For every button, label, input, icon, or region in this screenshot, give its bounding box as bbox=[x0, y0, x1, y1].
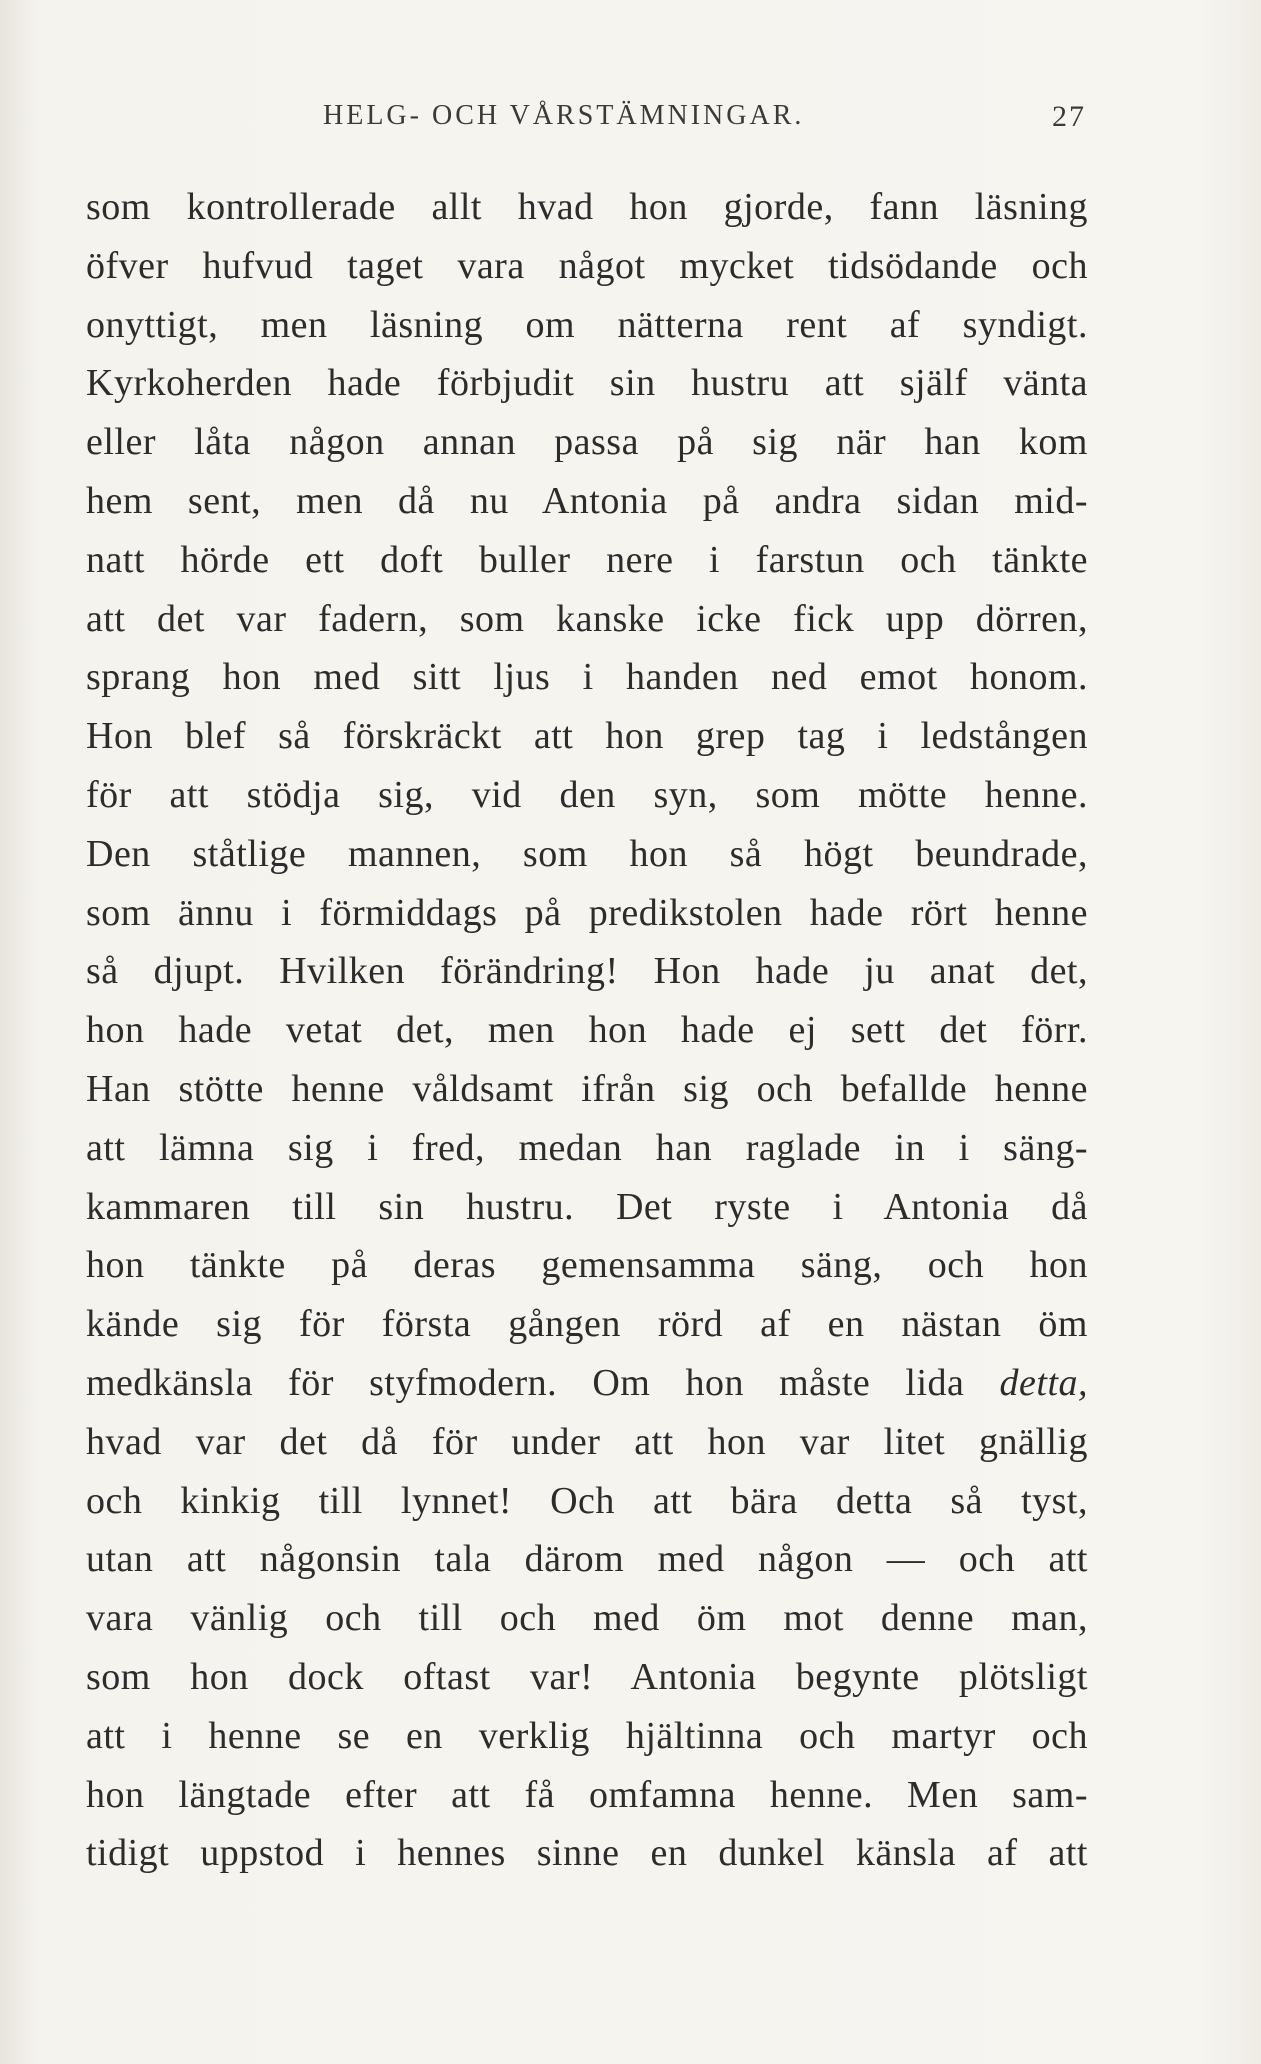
text-line: vara vänlig och till och med öm mot denne man, bbox=[86, 1597, 1088, 1640]
text-line: som ännu i förmiddags på predikstolen hade rört henne bbox=[86, 891, 1088, 934]
text-line-with-italic bbox=[86, 1354, 1088, 1413]
body-text bbox=[86, 178, 1088, 1883]
text-line: att det var fadern, som kanske icke fick upp dörren, bbox=[86, 597, 1088, 640]
text-line: för att stödja sig, vid den syn, som mötte henne. bbox=[86, 773, 1088, 816]
page-number: 27 bbox=[1052, 100, 1086, 133]
text-line: så djupt. Hvilken förändring! Hon hade ju anat det, bbox=[86, 950, 1088, 993]
text-line: utan att någonsin tala därom med någon — och att bbox=[86, 1538, 1088, 1581]
text-line: natt hörde ett doft buller nere i farstun och tänkte bbox=[86, 538, 1088, 581]
text-line: som hon dock oftast var! Antonia begynte plötsligt bbox=[86, 1655, 1088, 1698]
text-segment: medkänsla för styfmodern. Om hon måste lida bbox=[86, 1361, 965, 1404]
text-line: Kyrkoherden hade förbjudit sin hustru att själf vänta bbox=[86, 362, 1088, 405]
text-line: Han stötte henne våldsamt ifrån sig och befallde henne bbox=[86, 1067, 1088, 1110]
text-line: hon tänkte på deras gemensamma säng, och hon bbox=[86, 1244, 1088, 1287]
text-line: som kontrollerade allt hvad hon gjorde, fann läsning bbox=[86, 186, 1088, 228]
text-line: hem sent, men då nu Antonia på andra sidan mid- bbox=[86, 479, 1088, 522]
page-header bbox=[88, 100, 1086, 140]
text-line: sprang hon med sitt ljus i handen ned emot honom. bbox=[86, 656, 1088, 699]
text-line: kände sig för första gången rörd af en nästan öm bbox=[86, 1303, 1088, 1346]
text-line: kammaren till sin hustru. Det ryste i Antonia då bbox=[86, 1185, 1088, 1228]
running-title: HELG- OCH VÅRSTÄMNINGAR. bbox=[323, 100, 805, 131]
text-line: Hon blef så förskräckt att hon grep tag i ledstången bbox=[86, 715, 1088, 758]
text-line: hon längtade efter att få omfamna henne. Men sam- bbox=[86, 1773, 1088, 1816]
text-line: onyttigt, men läsning om nätterna rent af syndigt. bbox=[86, 303, 1088, 346]
text-line: öfver hufvud taget vara något mycket tidsödande och bbox=[86, 244, 1088, 287]
text-line: eller låta någon annan passa på sig när han kom bbox=[86, 421, 1088, 464]
text-line: Den ståtlige mannen, som hon så högt beundrade, bbox=[86, 832, 1088, 875]
text-line: att lämna sig i fred, medan han raglade in i säng- bbox=[86, 1126, 1088, 1169]
italic-word: detta, bbox=[999, 1361, 1089, 1404]
text-line: och kinkig till lynnet! Och att bära detta så tyst, bbox=[86, 1479, 1088, 1522]
text-line: att i henne se en verklig hjältinna och martyr och bbox=[86, 1714, 1088, 1757]
text-line: hvad var det då för under att hon var litet gnällig bbox=[86, 1420, 1088, 1463]
text-line: tidigt uppstod i hennes sinne en dunkel känsla af att bbox=[86, 1832, 1088, 1875]
text-line: hon hade vetat det, men hon hade ej sett det förr. bbox=[86, 1009, 1088, 1052]
